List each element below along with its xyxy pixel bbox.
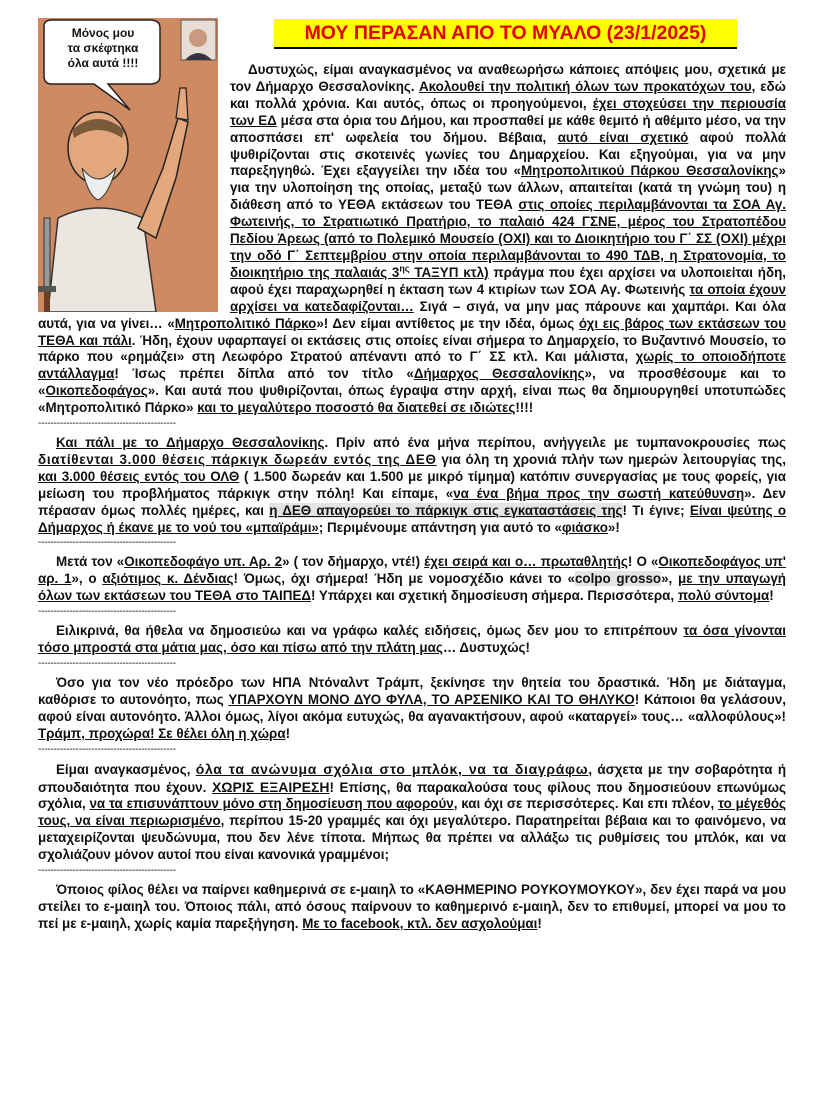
cartoon-spacer [38,62,230,314]
separator: -------------------------------------------- [38,744,176,755]
paragraph-dendias: Μετά τον «Οικοπεδοφάγο υπ. Αρ. 2» ( τον δήμαρχο, ντέ!) έχει σειρά και ο… πρωταθλητής! Ο «Οικοπεδοφάγος υπ' αρ. 1», ο αξιότιμος κ. Δένδιας! Όμως, όχι σήμερα! Ήδη με νομοσχέδιο κάνει το «colpo grosso», με την υπαγωγή όλων των εκτάσεων του ΤΕΘΑ στο ΤΑΙΠΕΔ! Υπάρχει και σχετική δημοσίευση σήμερα. Περισσότερα, πολύ σύντομα! [38,554,786,604]
paragraph-news: Ειλικρινά, θα ήθελα να δημοσιεύω και να γράφω καλές ειδήσεις, όμως δεν μου το επιτρέπουν τα όσα γίνονται τόσο μπροστά στα μάτια μας, όσο και πίσω από την πλάτη μας… Δυστυχώς! [38,623,786,656]
paragraph-email: Όποιος φίλος θέλει να παίρνει καθημερινά σε ε-μαιηλ το «ΚΑΘΗΜΕΡΙΝΟ ΡΟΥΚΟΥΜΟΥΚΟΥ», δεν έχει παρά να μου στείλει το ε-μαιηλ του. Όποιος πάλι, από όσους παίρνουν το καθημερινό ε-μαιηλ, δεν το επιθυμεί, μπορεί να μου το πεί με ε-μαιηλ, χωρίς καμία παρεξήγηση. Με το facebook, κτλ. δεν ασχολούμαι! [38,882,786,931]
paragraph-parking: Και πάλι με το Δήμαρχο Θεσσαλονίκης. Πρίν από ένα μήνα περίπου, ανήγγειλε με τυμπανοκρουσίες πως διατίθενται 3.000 θέσεις πάρκιγκ δωρεάν εντός της ΔΕΘ για όλη τη χρονιά πλήν των ημερών λειτουργίας της, και 3.000 θέσεις εντός του ΟΛΘ ( 1.500 δωρεάν και 1.500 με μικρό τίμημα) κατόπιν συνεργασίας με τους φορείς, για μείωση του προβλήματος πάρκιγκ στην πόλη! Και είπαμε, «να ένα βήμα προς την σωστή κατεύθυνση». Δεν πέρασαν όμως πολλές ημέρες, και η ΔΕΘ απαγορεύει το πάρκιγκ στις εγκαταστάσεις της! Τι έγινε; Είναι ψεύτης ο Δήμαρχος ή έκανε με το νού του «μπαϊράμι»; Περιμένουμε απάντηση για αυτό το «φιάσκο»! [38,435,786,535]
separator: -------------------------------------------- [38,866,176,877]
page-title: ΜΟΥ ΠΕΡΑΣΑΝ ΑΠΟ ΤΟ ΜΥΑΛΟ (23/1/2025) [274,19,737,49]
separator: -------------------------------------------- [38,419,176,430]
paragraph-mayor-park: Δυστυχώς, είμαι αναγκασμένος να αναθεωρήσω κάποιες απόψεις μου, σχετικά με τον Δήμαρχο Θεσσαλονίκης. Ακολουθεί την πολιτική όλων των προκατόχων του, εδώ και πολλά χρόνια. Και αυτός, όπως οι προηγούμενοι, έχει στοχεύσει την περιουσία των ΕΔ μέσα στα όρια του Δήμου, και προσπαθεί με κάθε θεμιτό ή αθέμιτο μέσο, να την αποσπάσει επ' ωφελεία του δήμου. Βέβαια, αυτό είναι σχετικό αφού πολλά ψυθιρίζονται στις σκοτεινές γωνίες του Δημαρχείου. Και εξηγούμαι, για να μην παρεξηγηθώ. Έχει εξαγγείλει την ιδέα του «Μητροπολιτικού Πάρκου Θεσσαλονίκης» για την υλοποίηση της οποίας, μεταξύ των άλλων, απαιτείται (κατά τη γνώμη του) η διάθεση από το ΥΕΘΑ εκτάσεων του ΤΕΘΑ στις οποίες περιλαμβάνονται τα ΣΟΑ Αγ. Φωτεινής, το Στρατιωτικό Πρατήριο, το παλαιό 424 ΓΣΝΕ, μέρος του Στρατοπέδου Πεδίου Άρεως (από το Πολεμικό Μουσείο (ΟΧΙ) και το Διοικητήριο του Γ΄ ΣΣ (ΟΧΙ) μέχρι την οδό Γ΄ Σεπτεμβρίου στην οποία περιλαμβάνονται το 490 ΤΔΒ, η Στρατονομία, το διοικητήριο της παλαιάς $3^{\eta\varsigma}$ ΤΑΞΥΠ κτλ) πράγμα που έχει αρχίσει να υλοποιείται ήδη, αφού έχει παραχωρηθεί η έκταση των 4 κτιρίων των ΣΟΑ Αγ. Φωτεινής τα οποία έχουν αρχίσει να κατεδαφίζονται… Σιγά – σιγά, να μην μας πάρουνε και χαμπάρι. Και όλα αυτά, για να γίνει… «Μητροπολιτικό Πάρκο»! Δεν είμαι αντίθετος με την ιδέα, όμως όχι εις βάρος των εκτάσεων του ΤΕΘΑ και πάλι. Ήδη, έχουν υφαρπαγεί οι εκτάσεις στις οποίες είναι σήμερα το Δημαρχείο, το Βυζαντινό Μουσείο, το πάρκο που «ρημάζει» στη Λεωφόρο Στρατού απέναντι από το Γ΄ ΣΣ κτλ. Και μάλιστα, χωρίς το οποιοδήποτε αντάλλαγμα! Ίσως πρέπει δίπλα από τον τίτλο «Δήμαρχος Θεσσαλονίκης», να προσθέσουμε και το «Οικοπεδοφάγος». Και αυτά που ψυθιρίζονται, όπως έγραψα στην αρχή, είναι πως θα δημιουργηθεί υποτυπώδες «Μητροπολιτικό Πάρκο» και το μεγαλύτερο ποσοστό θα διατεθεί σε ιδιώτες!!!! [38,62,787,416]
bubble-line-3: όλα αυτά !!!! [67,56,139,70]
article-body [38,62,786,933]
bubble-line-1: Μόνος μου [71,26,135,40]
paragraph-trump: Όσο για τον νέο πρόεδρο των ΗΠΑ Ντόναλντ Τράμπ, ξεκίνησε την θητεία του δραστικά. Ήδη με διάταγμα, καθόρισε το αυτονόητο, πως ΥΠΑΡΧΟΥΝ ΜΟΝΟ ΔΥΟ ΦΥΛΑ, ΤΟ ΑΡΣΕΝΙΚΟ ΚΑΙ ΤΟ ΘΗΛΥΚΟ! Κάποιοι θα γελάσουν, αφού είναι αυτονόητο. Άλλοι όμως, λίγοι ακόμα ευτυχώς, θα αγανακτήσουν, αφού «καταργεί» τους… «αλλοφύλους»! Τράμπ, προχώρα! Σε θέλει όλη η χώρα! [38,675,787,741]
bubble-line-2: τα σκέφτηκα [67,41,139,55]
separator: -------------------------------------------- [38,659,176,669]
separator: -------------------------------------------- [38,538,176,549]
separator: -------------------------------------------- [38,607,176,618]
paragraph-comments: Είμαι αναγκασμένος, όλα τα ανώνυμα σχόλια στο μπλόκ, να τα διαγράφω, άσχετα με την σοβαρότητα ή σπουδαιότητα που έχουν. ΧΩΡΙΣ ΕΞΑΙΡΕΣΗ! Επίσης, θα παρακαλούσα τους φίλους που δημοσιεύουν επωνύμως σχόλια, να τα επισυνάπτουν μόνο στη δημοσίευση που αφορούν, και όχι σε περισσότερες. Και επι πλέον, το μέγεθός τους, να είναι περιωρισμένο, περίπου 15-20 γραμμές και όχι μεγαλύτερο. Παρατηρείται βέβαια και το φαινόμενο, να μεταχειρίζονται ψευδώνυμα, που δεν λένε τίποτα. Μήπως θα πρέπει να αλλάξω τις ρυθμίσεις του μπλόκ, και να σχολιάζουν μόνον αυτοί που είναι κανονικά γραμμένοι; [38,760,787,863]
